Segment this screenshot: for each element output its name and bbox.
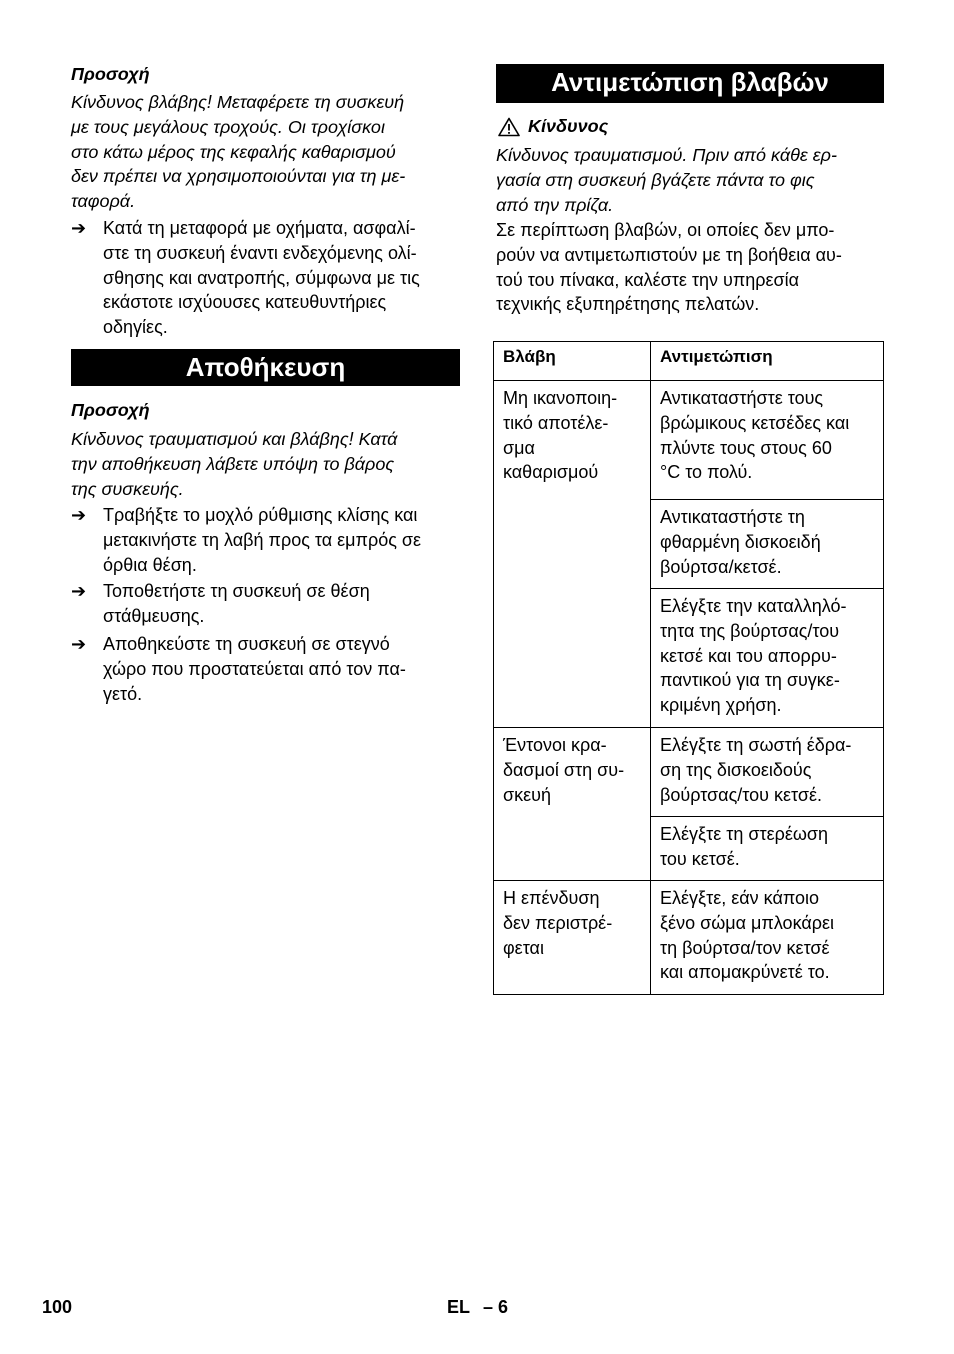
table-row	[494, 728, 884, 817]
remedy-cell: Ελέγξτε τη στερέωση του κετσέ.	[651, 817, 884, 881]
arrow-right-icon: ➔	[71, 505, 87, 525]
arrow-right-icon: ➔	[71, 581, 87, 601]
bullet-text: Κατά τη μεταφορά με οχήματα, ασφαλί- στε τη συσκευή έναντι ενδεχόμενης ολί- σθησης και ανατροπής, σύμφωνα με τις εκάστοτε ισχύουσες κατευθυντήριες οδηγίες.	[103, 218, 420, 338]
intro-text: Σε περίπτωση βλαβών, οι οποίες δεν μπο- ρούν να αντιμετωπιστούν με τη βοήθεια αυ- τού του πίνακα, καλέστε την υπηρεσία τεχνικής εξυπηρέτησης πελατών.	[496, 220, 842, 315]
caution-label: Προσοχή	[71, 400, 150, 420]
section-heading-storage: Αποθήκευση	[71, 349, 460, 386]
fault-cell: Η επένδυση δεν περιστρέ- φεται	[494, 881, 651, 995]
language-code: EL	[447, 1297, 471, 1317]
fault-cell: Μη ικανοποιη- τικό αποτέλε- σμα καθαρισμού	[494, 381, 651, 728]
caution-text: Κίνδυνος τραυματισμού και βλάβης! Κατά την αποθήκευση λάβετε υπόψη το βάρος της συσκευής.	[71, 429, 398, 499]
arrow-right-icon: ➔	[71, 218, 87, 238]
caution-text: Κίνδυνος βλάβης! Μεταφέρετε τη συσκευή με τους μεγάλους τροχούς. Οι τροχίσκοι στο κάτω μέρος της κεφαλής καθαρισμού δεν πρέπει να χρησιμοποιούνται για τη με- ταφορά.	[71, 92, 406, 212]
remedy-cell: Ελέγξτε τη σωστή έδρα- ση της δισκοειδούς βούρτσας/του κετσέ.	[651, 728, 884, 817]
remedy-cell: Ελέγξτε την καταλληλό- τητα της βούρτσας/του κετσέ και του απορρυ- παντικού για τη συγκε- κριμένη χρήση.	[651, 589, 884, 728]
danger-text: Κίνδυνος τραυματισμού. Πριν από κάθε ερ- γασία στη συσκευή βγάζετε πάντα το φις από την πρίζα.	[496, 145, 837, 215]
table-row	[494, 881, 884, 995]
page-number: 100	[42, 1297, 73, 1317]
column-header-remedy: Αντιμετώπιση	[651, 342, 884, 381]
bullet-text: Τοποθετήστε τη συσκευή σε θέση στάθμευσης.	[103, 581, 370, 626]
warning-triangle-icon	[498, 117, 520, 137]
fault-cell: Έντονοι κρα- δασμοί στη συ- σκευή	[494, 728, 651, 881]
bullet-text: Τραβήξτε το μοχλό ρύθμισης κλίσης και μετακινήστε τη λαβή προς τα εμπρός σε όρθια θέση.	[103, 505, 422, 575]
column-header-fault: Βλάβη	[494, 342, 651, 381]
danger-label: Κίνδυνος	[528, 116, 609, 136]
remedy-cell: Αντικαταστήστε τη φθαρμένη δισκοειδή βούρτσα/κετσέ.	[651, 500, 884, 589]
bullet-text: Αποθηκεύστε τη συσκευή σε στεγνό χώρο που προστατεύεται από τον πα- γετό.	[103, 634, 406, 704]
section-heading-troubleshooting: Αντιμετώπιση βλαβών	[496, 64, 884, 103]
troubleshooting-table	[493, 341, 884, 995]
table-header-row	[494, 342, 884, 381]
caution-label: Προσοχή	[71, 64, 150, 84]
section-page: – 6	[483, 1297, 509, 1317]
remedy-cell: Αντικαταστήστε τους βρώμικους κετσέδες και πλύντε τους στους 60 °C το πολύ.	[651, 381, 884, 500]
arrow-right-icon: ➔	[71, 634, 87, 654]
remedy-cell: Ελέγξτε, εάν κάποιο ξένο σώμα μπλοκάρει τη βούρτσα/τον κετσέ και απομακρύνετέ το.	[651, 881, 884, 995]
table-row	[494, 381, 884, 500]
